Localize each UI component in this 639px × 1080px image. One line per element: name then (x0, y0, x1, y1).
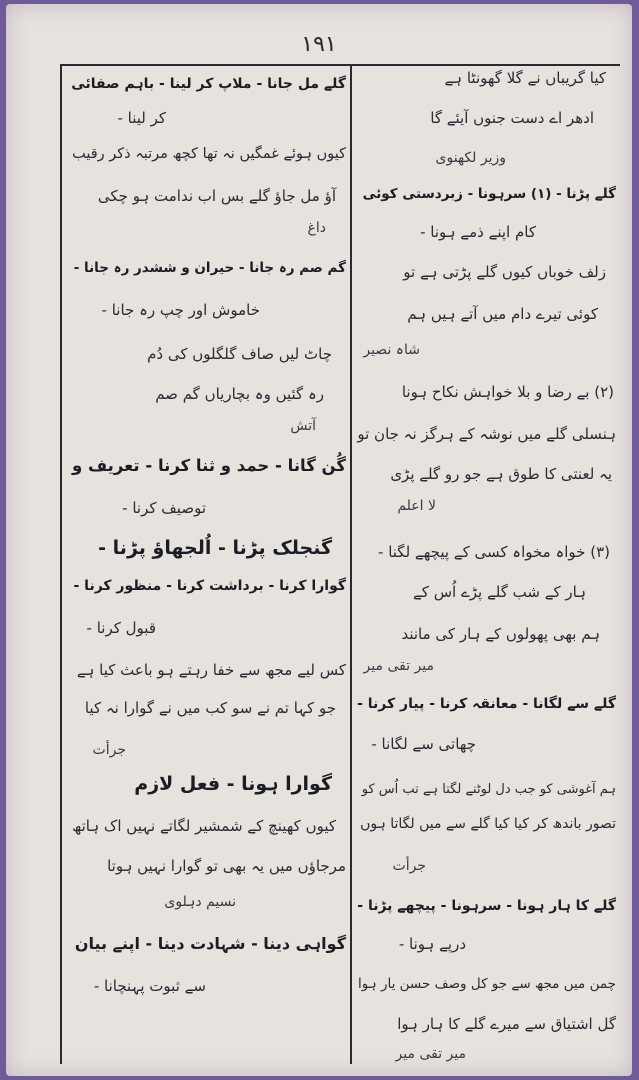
entry-line: چاٹ لیں صاف گلگلوں کی دُم (147, 345, 332, 363)
entry-line: آؤ مل جاؤ گلے بس اب ندامت ہو چکی (97, 187, 336, 205)
entry-line: مرجاؤں میں یہ بھی تو گوارا نہیں ہوتا (107, 857, 346, 875)
entry-line: چھاتی سے لگانا - (371, 735, 476, 753)
entry-author: وزیر لکھنوی (435, 150, 506, 166)
entry-headword: گلے سے لگانا - معانقہ کرنا - پیار کرنا - (357, 696, 616, 712)
entry-headword: گلے پڑنا - (۱) سرہونا - زبردستی کوئی (362, 186, 616, 202)
entry-headword: گلے کا ہار ہونا - سرہونا - پیچھے پڑنا - (357, 898, 616, 914)
entry-author: میر تقی میر (363, 658, 434, 674)
entry-line: قبول کرنا - (86, 619, 156, 637)
entry-line: کام اپنے ذمے ہونا - (420, 223, 536, 241)
entry-line: خاموش اور چپ رہ جانا - (101, 301, 260, 319)
entry-line: درپے ہونا - (398, 935, 466, 953)
entry-line: رہ گئیں وہ بچاریاں گم صم (155, 385, 324, 403)
entry-headword: گوارا کرنا - برداشت کرنا - منظور کرنا - (73, 578, 346, 594)
entry-headword: گواہی دینا - شہادت دینا - اپنے بیان (74, 934, 346, 953)
column-divider (350, 64, 352, 1064)
entry-line: زلف خوباں کیوں گلے پڑتی ہے تو (403, 263, 606, 281)
top-rule (60, 64, 620, 66)
entry-headword: گلے مل جانا - ملاپ کر لینا - باہم صفائی (71, 76, 346, 92)
entry-line: جو کہا تم نے سو کب میں نے گوارا نہ کیا (84, 699, 336, 717)
entry-line: ہم بھی پھولوں کے ہار کی مانند (401, 625, 600, 643)
entry-line: ہم آغوشی کو جب دل لوٹنے لگتا ہے تب اُس کو (361, 782, 616, 797)
entry-author: لا اعلم (397, 498, 436, 514)
entry-author: جرأت (392, 858, 426, 874)
entry-line: کیوں کھینچ کے شمشیر لگاتے نہیں اک ہاتھ (72, 817, 336, 835)
entry-line: کیوں ہوئے غمگیں نہ تھا کچھ مرتبہ ذکر رقیب (72, 146, 346, 162)
entry-line: کس لیے مجھ سے خفا رہتے ہو باعث کیا ہے (76, 661, 346, 679)
entry-author: میر تقی میر (395, 1046, 466, 1062)
entry-author: داغ (307, 220, 326, 236)
left-rule (60, 64, 62, 1064)
entry-line: سے ثبوت پہنچانا - (93, 977, 206, 995)
entry-headword: گم صم رہ جانا - حیران و ششدر رہ جانا - (73, 260, 346, 276)
dictionary-page (6, 4, 632, 1076)
entry-line: کیا گریباں نے گلا گھونٹا ہے (444, 69, 606, 87)
entry-author: شاہ نصیر (363, 342, 420, 358)
entry-line: ادھر اے دست جنوں آیئے گا (430, 109, 594, 127)
entry-line: کر لینا - (117, 109, 166, 127)
entry-line: ہار کے شب گلے پڑے اُس کے (413, 583, 586, 601)
entry-line: توصیف کرنا - (122, 499, 206, 517)
entry-author: جرأت (92, 742, 126, 758)
entry-headword: گوارا ہونا - فعل لازم (134, 773, 332, 795)
entry-headword: گُن گانا - حمد و ثنا کرنا - تعریف و (71, 456, 346, 475)
entry-line: (۳) خواہ مخواہ کسی کے پیچھے لگنا - (378, 543, 610, 561)
entry-line: (۲) بے رضا و بلا خواہش نکاح ہونا (401, 383, 614, 401)
entry-line: یہ لعنتی کا طوق ہے جو رو گلے پڑی (390, 465, 612, 483)
entry-line: ہنسلی گلے میں نوشہ کے ہرگز نہ جان تو (357, 425, 616, 443)
entry-line: تصور باندھ کر کیا کیا گلے سے میں لگاتا ہوں (360, 816, 616, 832)
entry-line: چمن میں مجھ سے جو کل وصف حسن یار ہوا (358, 976, 616, 992)
page-number: ۱۹۱ (301, 32, 337, 57)
entry-author: آتش (290, 418, 316, 434)
entry-line: گل اشتیاق سے میرے گلے کا ہار ہوا (397, 1015, 616, 1033)
entry-headword: گنجلک پڑنا - اُلجھاؤ پڑنا - (98, 537, 332, 559)
entry-author: نسیم دہلوی (164, 894, 236, 910)
entry-line: کوئی تیرے دام میں آتے ہیں ہم (407, 305, 598, 323)
